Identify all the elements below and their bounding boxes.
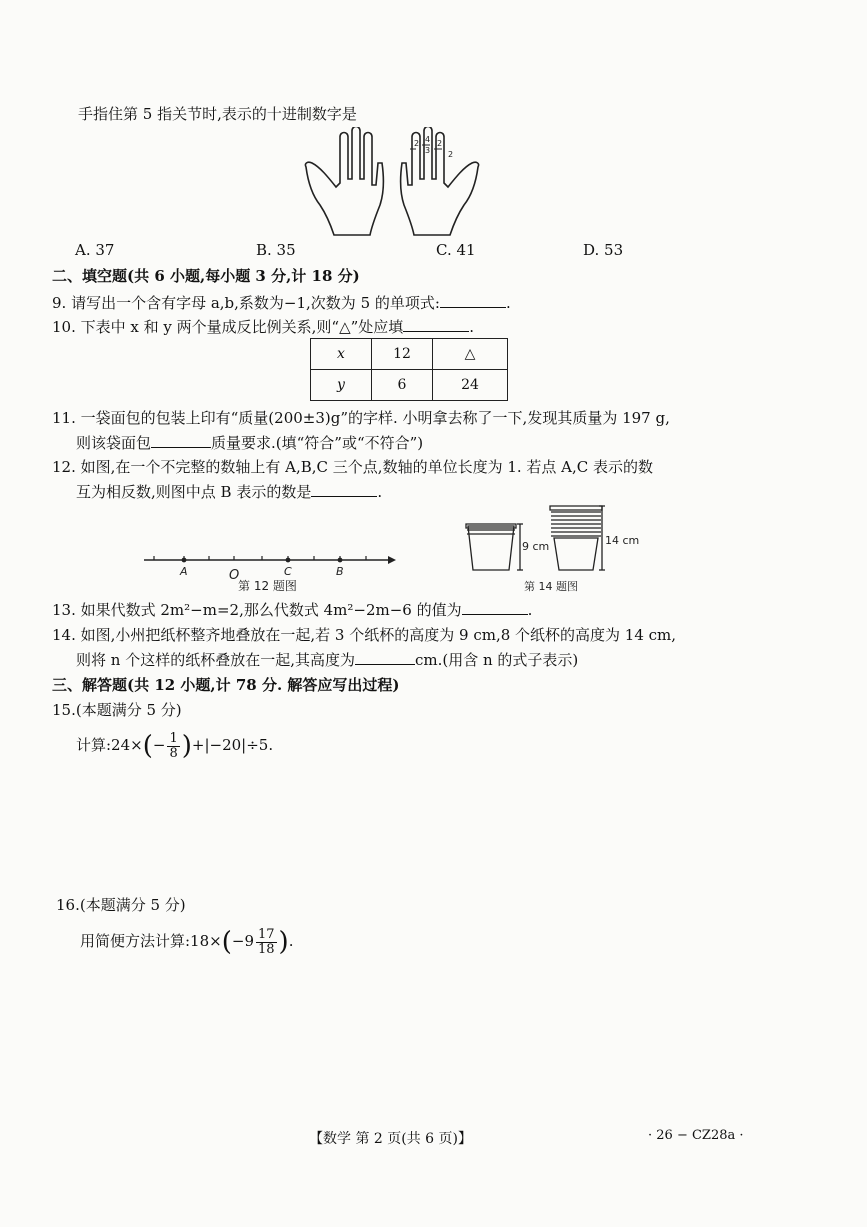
q12-line2 xyxy=(76,481,382,502)
q14-line1: 14. 如图,小州把纸杯整齐地叠放在一起,若 3 个纸杯的高度为 9 cm,8 个纸杯的高度为 14 cm, xyxy=(52,626,677,644)
q11-line2 xyxy=(76,432,423,453)
point-label: A xyxy=(180,565,188,578)
answer-blank xyxy=(151,433,211,448)
table-cell: 6 xyxy=(372,370,433,401)
dimension-label-short: 9 cm xyxy=(522,540,550,553)
point-label: O xyxy=(229,568,240,583)
fraction xyxy=(256,928,277,957)
page-footer: 【数学 第 2 页(共 6 页)】 xyxy=(309,1131,472,1147)
cups-figure xyxy=(462,500,652,596)
q16-expression: 用简便方法计算:18×(−9 $\frac{17}{18}$ ). xyxy=(80,926,294,957)
option-d: D. 53 xyxy=(583,241,624,259)
finger-digit: 2 xyxy=(448,150,454,159)
q12-pre: 互为相反数,则图中点 B 表示的数是 xyxy=(76,483,312,501)
finger-digit: 3 xyxy=(425,146,431,155)
hands-figure xyxy=(298,127,488,237)
option-c: C. 41 xyxy=(436,241,476,259)
answer-blank xyxy=(403,317,469,332)
answer-blank xyxy=(462,600,528,615)
question-13 xyxy=(52,599,532,620)
page-code: · 26 − CZ28a · xyxy=(648,1128,744,1143)
q15-minus: − xyxy=(152,736,166,754)
point-label: B xyxy=(336,565,344,578)
q12-end: . xyxy=(377,483,383,501)
q9-text: 9. 请写出一个含有字母 a,b,系数为−1,次数为 5 的单项式: xyxy=(52,294,440,312)
dimension-label-tall: 14 cm xyxy=(605,534,640,547)
number-line-figure xyxy=(140,548,400,594)
table-row xyxy=(311,339,508,370)
figure-caption: 第 14 题图 xyxy=(524,580,578,593)
table-cell: 12 xyxy=(372,339,433,370)
q9-end: . xyxy=(505,294,511,312)
table-cell: x xyxy=(311,339,372,370)
numerator: 17 xyxy=(258,926,275,942)
q10-table xyxy=(310,338,508,401)
q15-post: +|−20|÷5. xyxy=(191,736,274,754)
question-10 xyxy=(52,316,474,337)
answer-blank xyxy=(355,650,415,665)
finger-digit: 2 xyxy=(414,139,420,148)
table-cell: 24 xyxy=(433,370,508,401)
q15-expression: 计算:24×(− $\frac{1}{8}$ )+|−20|÷5. xyxy=(76,730,274,761)
finger-digit: 2 xyxy=(437,139,443,148)
q13-end: . xyxy=(527,601,533,619)
section-heading: 二、填空题(共 6 小题,每小题 3 分,计 18 分) xyxy=(52,267,360,285)
q14-post: cm.(用含 n 的式子表示) xyxy=(414,651,579,669)
q11-post: 质量要求.(填“符合”或“不符合”) xyxy=(211,434,424,452)
table-row xyxy=(311,370,508,401)
q10-end: . xyxy=(469,318,475,336)
option-b: B. 35 xyxy=(256,241,296,259)
denominator: 8 xyxy=(169,745,178,761)
figure-caption: 第 12 题图 xyxy=(238,579,297,593)
denominator: 18 xyxy=(258,941,275,957)
q11-line1: 11. 一袋面包的包装上印有“质量(200±3)g”的字样. 小明拿去称了一下,发现其质量为 197 g, xyxy=(52,409,670,427)
q16-whole: −9 xyxy=(231,932,254,950)
fraction xyxy=(167,732,179,761)
table-cell: y xyxy=(311,370,372,401)
finger-digit: 4 xyxy=(425,135,431,144)
question-9 xyxy=(52,292,511,313)
q13-text: 13. 如果代数式 2m²−m=2,那么代数式 4m²−2m−6 的值为 xyxy=(52,601,462,619)
q14-line2 xyxy=(76,649,578,670)
q15-head: 15.(本题满分 5 分) xyxy=(52,701,182,719)
option-a: A. 37 xyxy=(75,241,115,259)
q8-text: 手指住第 5 指关节时,表示的十进制数字是 xyxy=(78,105,357,123)
q11-pre: 则该袋面包 xyxy=(76,434,152,452)
answer-blank xyxy=(311,482,377,497)
numerator: 1 xyxy=(169,730,178,746)
q8-options xyxy=(0,241,867,261)
answer-blank xyxy=(440,293,506,308)
table-cell: △ xyxy=(433,339,508,370)
q14-pre: 则将 n 个这样的纸杯叠放在一起,其高度为 xyxy=(76,651,355,669)
point-label: C xyxy=(284,565,292,578)
q15-pre: 计算:24× xyxy=(76,736,143,754)
q10-text: 10. 下表中 x 和 y 两个量成反比例关系,则“△”处应填 xyxy=(52,318,404,336)
q16-pre: 用简便方法计算:18× xyxy=(80,932,222,950)
section-heading: 三、解答题(共 12 小题,计 78 分. 解答应写出过程) xyxy=(52,676,400,694)
q16-head: 16.(本题满分 5 分) xyxy=(56,896,186,914)
q12-line1: 12. 如图,在一个不完整的数轴上有 A,B,C 三个点,数轴的单位长度为 1. 若点 A,C 表示的数 xyxy=(52,458,654,476)
q16-post: . xyxy=(288,932,294,950)
